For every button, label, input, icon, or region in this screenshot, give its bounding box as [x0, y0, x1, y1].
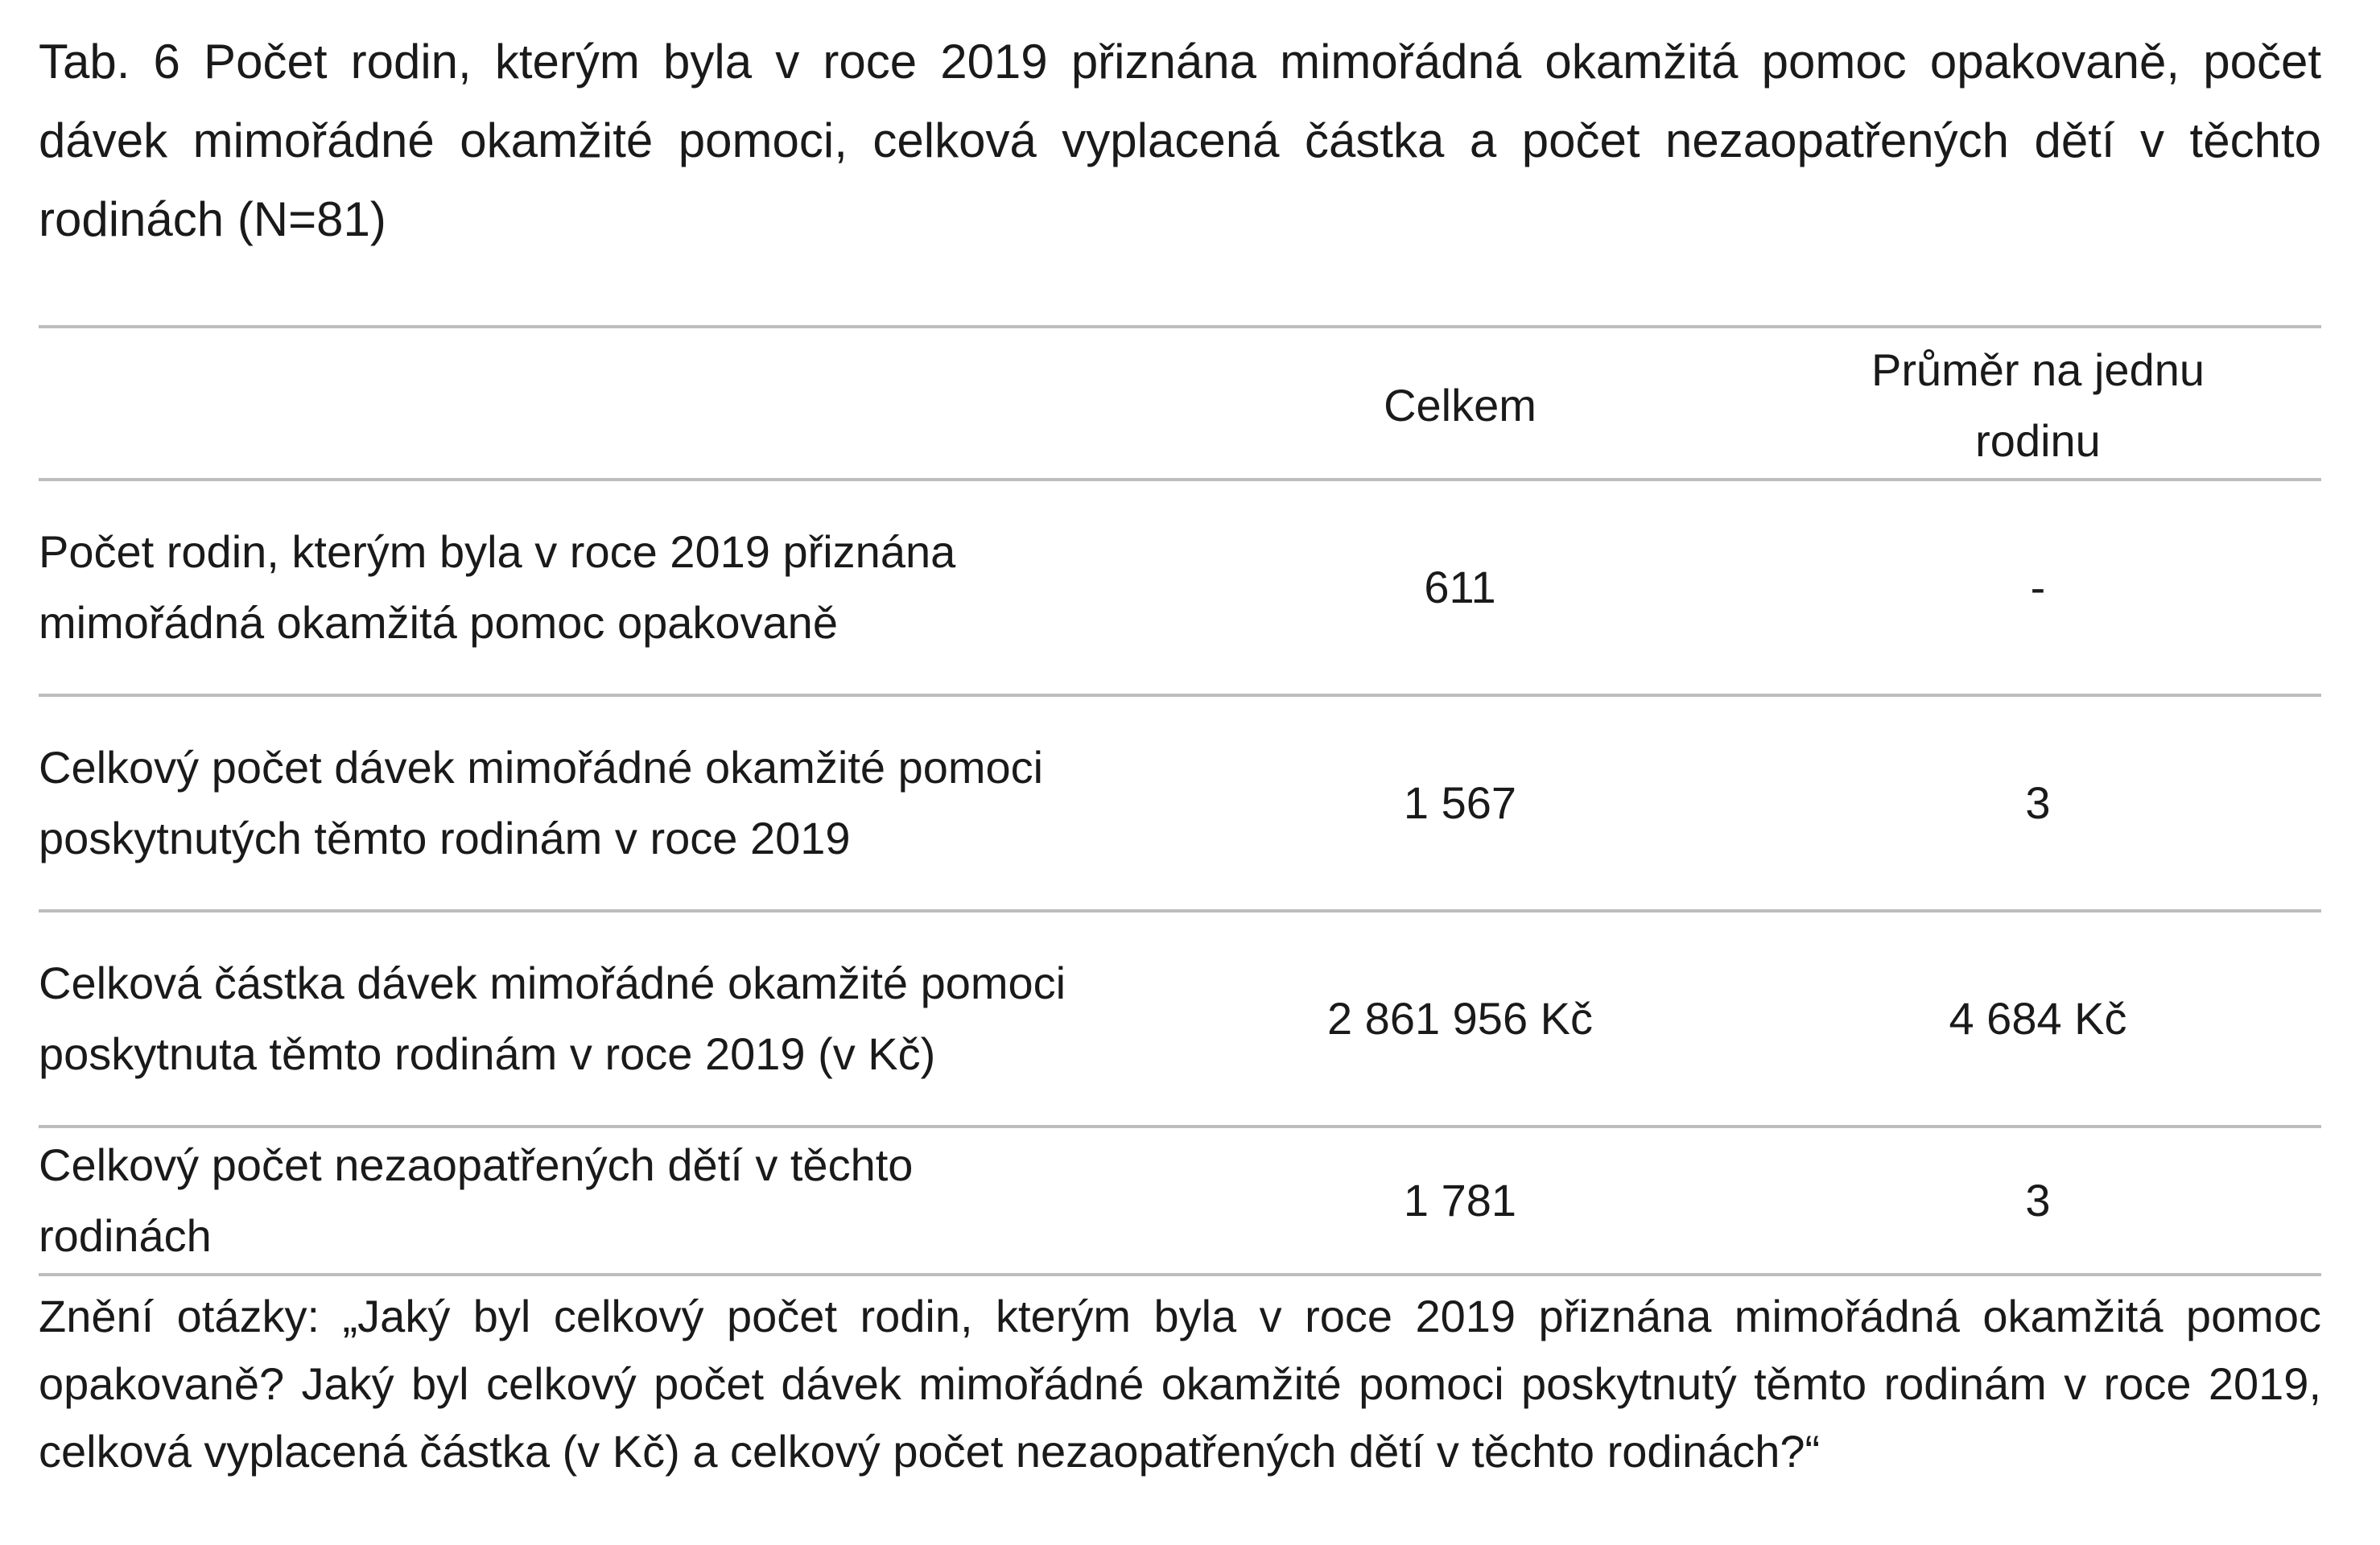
table-row	[39, 480, 2321, 695]
table-row	[39, 695, 2321, 911]
header-total: Celkem	[1384, 380, 1536, 431]
row-average: 3	[2025, 777, 2051, 828]
row-average: -	[2030, 562, 2046, 612]
table-caption: Tab. 6 Počet rodin, kterým byla v roce 2019 přiznána mimořádná okamžitá pomoc opakovaně, počet dávek mimořádné okamžité pomoci, celková vyplacená částka a počet nezaopatřených dětí v těchto rodinách (N=81)	[39, 35, 2321, 246]
header-label-cell	[39, 327, 1165, 480]
table-row	[39, 1127, 2321, 1275]
row-label: Celkový počet nezaopatřených dětí v těchto rodinách	[39, 1139, 914, 1261]
document-page	[39, 23, 2321, 1485]
row-total: 2 861 956 Kč	[1326, 993, 1594, 1044]
row-label: Počet rodin, kterým byla v roce 2019 přiznána mimořádná okamžitá pomoc opakovaně	[39, 526, 956, 648]
row-label-cell	[39, 480, 1165, 695]
row-label-cell	[39, 695, 1165, 911]
header-average-text: Průměr na jednu rodinu	[1871, 344, 2205, 466]
row-total: 1 781	[1403, 1175, 1517, 1226]
data-table	[39, 325, 2321, 1276]
row-average: 4 684 Kč	[1949, 993, 2127, 1044]
table-header-row	[39, 327, 2321, 480]
row-total: 611	[1424, 562, 1496, 612]
question-note: Znění otázky: „Jaký byl celkový počet rodin, kterým byla v roce 2019 přiznána mimořádná okamžitá pomoc opakovaně? Jaký byl celkový počet dávek mimořádné okamžité pomoci poskytnutý těmto rodinám v roce 2019, celková vyplacená částka (v Kč) a celkový počet nezaopatřených dětí v těchto rodinách?“	[39, 1291, 2321, 1477]
row-total: 1 567	[1403, 777, 1517, 828]
row-label-cell	[39, 1127, 1165, 1275]
row-label: Celkový počet dávek mimořádné okamžité pomoci poskytnutých těmto rodinám v roce 2019	[39, 742, 1044, 863]
header-average	[1755, 327, 2321, 480]
row-label-cell	[39, 911, 1165, 1127]
row-average: 3	[2025, 1175, 2051, 1226]
table-row	[39, 911, 2321, 1127]
row-label: Celková částka dávek mimořádné okamžité pomoci poskytnuta těmto rodinám v roce 2019 (v Kč)	[39, 958, 1066, 1079]
